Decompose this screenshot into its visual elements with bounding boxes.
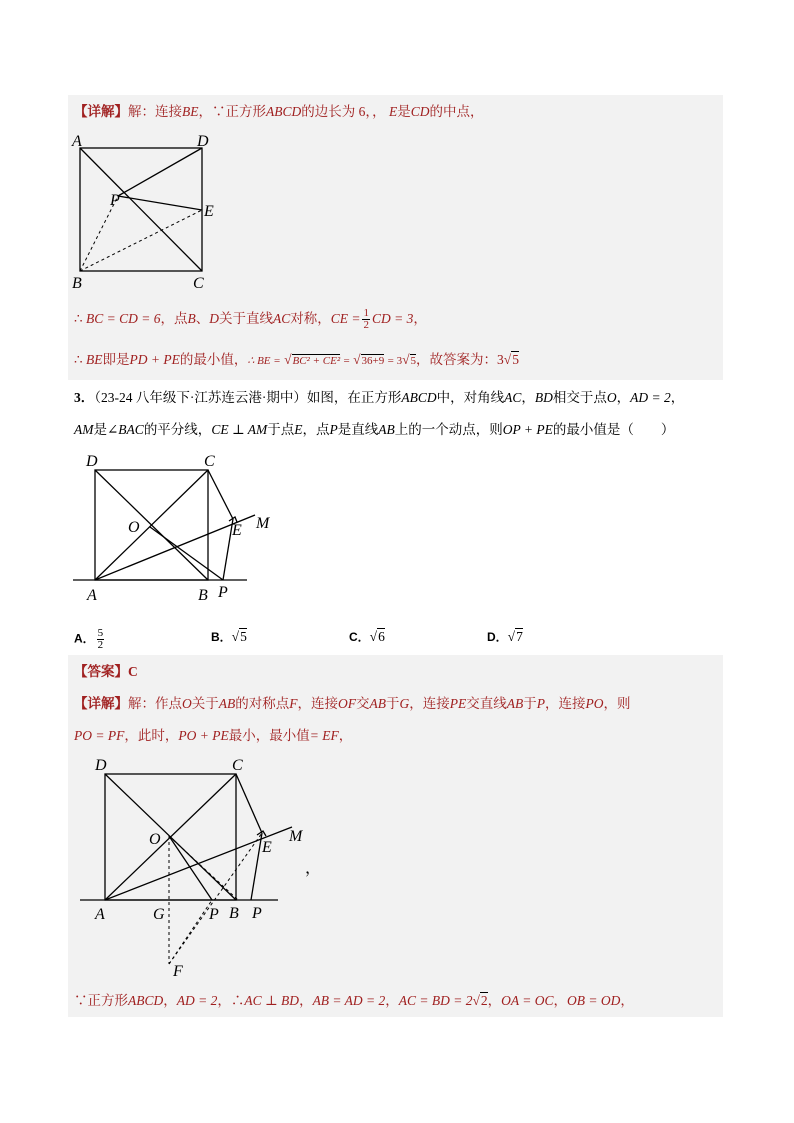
- fig1-label-p: P: [110, 192, 120, 209]
- fig3-label-p1: P: [209, 906, 219, 923]
- sec2-line2: PO = PF，此时，PO + PE最小，最小值= EF，: [74, 728, 353, 743]
- answer-line: 【答案】C: [74, 664, 138, 679]
- sec1-line2: ∴ BC = CD = 6，点B、D关于直线AC对称，CE = $\frac{1}{2}$ CD = 3，: [74, 307, 427, 332]
- choice-d[interactable]: D．√7: [487, 629, 523, 644]
- fig3-comma: ，: [305, 860, 322, 877]
- choice-c[interactable]: C．√6: [349, 629, 385, 644]
- q3-line1: 3．（23-24 八年级下·江苏连云港·期中）如图，在正方形ABCD中，对角线AC，BD相交于点O，AD = 2，: [74, 390, 685, 405]
- sec2-line1: 【详解】解：作点O关于AB的对称点F，连接OF交AB于G，连接PE交直线AB于P，连接PO，则: [74, 696, 631, 711]
- fig3-label-f: F: [173, 963, 183, 980]
- fig1-label-b: B: [72, 275, 82, 292]
- fig2-label-b: B: [198, 587, 208, 604]
- choice-a[interactable]: A． $\frac{5}{2}$: [74, 627, 104, 651]
- sec1-line1: 【详解】解：连接BE，∵正方形ABCD的边长为 6，， E是CD的中点，: [74, 104, 484, 119]
- fig2-label-e: E: [232, 522, 242, 539]
- fig2-label-o: O: [128, 519, 140, 536]
- fig1-label-a: A: [72, 133, 82, 150]
- fig3-label-c: C: [232, 757, 243, 774]
- fig3-label-e: E: [262, 839, 272, 856]
- fig3-label-a: A: [95, 906, 105, 923]
- fig3-label-m: M: [289, 828, 303, 845]
- fig3-label-d: D: [95, 757, 107, 774]
- fig2-label-p: P: [218, 584, 228, 601]
- fig1-label-e: E: [204, 203, 214, 220]
- q3-line2: AM是∠BAC的平分线，CE ⊥ AM于点E，点P是直线AB上的一个动点，则OP + PE的最小值是（ ）: [74, 422, 675, 437]
- fig2-label-d: D: [86, 453, 98, 470]
- sec2-line3: ∵正方形ABCD，AD = 2，∴AC ⊥ BD，AB = AD = 2，AC = BD = 2√2，OA = OC，OB = OD，: [74, 993, 634, 1008]
- fig2-label-a: A: [87, 587, 97, 604]
- choice-b[interactable]: B．√5: [211, 629, 247, 644]
- fig3-label-p2: P: [252, 905, 262, 922]
- fig1-label-d: D: [197, 133, 209, 150]
- sec1-line3: ∴ BE即是PD + PE的最小值，∴ BE = √BC² + CE² = √36+9 = 3√5，故答案为：3√5: [74, 352, 519, 367]
- fig2-label-c: C: [204, 453, 215, 470]
- fig3-label-o: O: [149, 831, 161, 848]
- fig2-label-m: M: [256, 515, 270, 532]
- fig3-label-b: B: [229, 905, 239, 922]
- fig3-label-g: G: [153, 906, 165, 923]
- fig1-label-c: C: [193, 275, 204, 292]
- fraction-half: $\frac{1}{2}$: [363, 307, 369, 332]
